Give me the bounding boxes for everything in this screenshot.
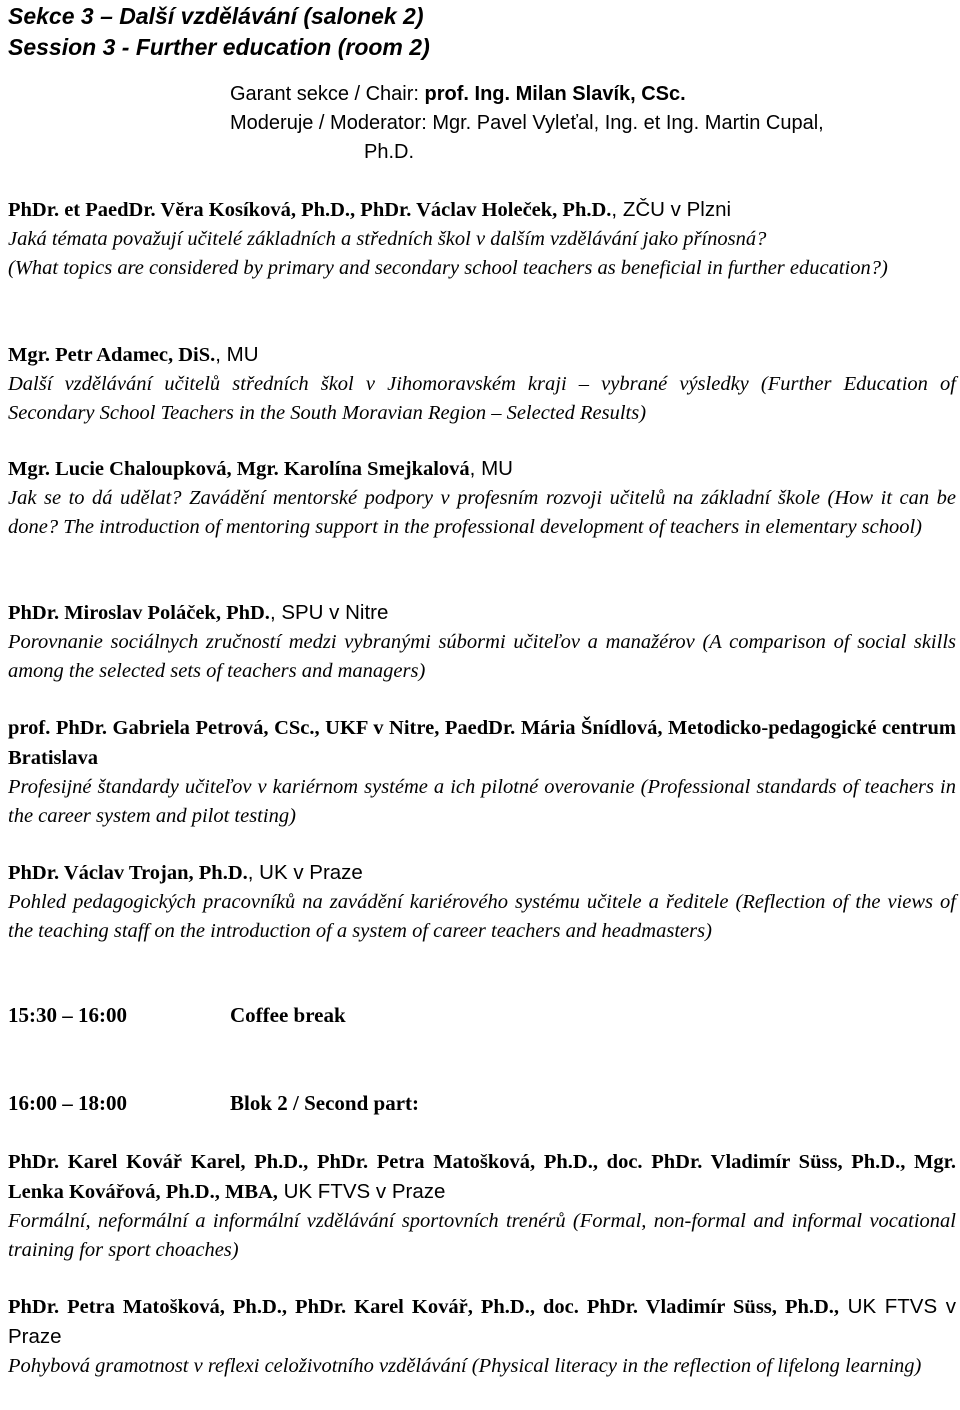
talk-authors-line: [8, 1292, 956, 1352]
talk-authors-line: [8, 858, 956, 888]
talk-title: Další vzdělávání učitelů středních škol v Jihomoravském kraji – vybrané výsledky (Further Education of Secondary School Teachers in the South Moravian Region – Selected Results): [8, 373, 956, 424]
garant-name: prof. Ing. Milan Slavík, CSc.: [424, 83, 686, 105]
talk-title: Profesijné štandardy učiteľov v kariérnom systéme a ich pilotné overovanie (Professional standards of teachers in the career system and pilot testing): [8, 776, 956, 827]
slot-time: 16:00 – 18:00: [8, 1091, 127, 1115]
talk-title: Jak se to dá udělat? Zavádění mentorské podpory v profesním rozvoji učitelů na základní škole (How it can be done? The introduction of mentoring support in the professional development of teachers in elementary school): [8, 487, 956, 538]
schedule-slot-coffee: [8, 1003, 346, 1028]
schedule-slot-block2: [8, 1091, 419, 1116]
talk-title: Porovnanie sociálnych zručností medzi vybranými súbormi učiteľov a manažérov (A comparison of social skills among the selected sets of teachers and managers): [8, 631, 956, 682]
moderator-names: Mgr. Pavel Vyleťal, Ing. et Ing. Martin Cupal,: [432, 112, 824, 134]
chair-block: [230, 80, 960, 167]
section-title-cz: Sekce 3 – Další vzdělávání (salonek 2): [8, 3, 424, 29]
talk-title: Pohled pedagogických pracovníků na zavádění kariérového systému učitele a ředitele (Reflection of the views of the teaching staff on the introduction of a system of career teachers and headmasters): [8, 891, 956, 942]
talk-affiliation: , UK v Praze: [247, 861, 363, 884]
talk-authors-line: [8, 454, 956, 484]
talk-affiliation: UK FTVS v Praze: [277, 1180, 446, 1203]
talk-entry: [8, 195, 956, 283]
moderator-line: [230, 109, 960, 138]
talk-affiliation: , MU: [469, 457, 513, 480]
talk-entry: [8, 598, 956, 686]
talk-entry: [8, 714, 956, 831]
talk-entry: [8, 1292, 956, 1381]
talk-authors-line: [8, 598, 956, 628]
moderator-prefix: Moderuje / Moderator:: [230, 112, 433, 134]
talk-entry: [8, 858, 956, 946]
moderator-line-2: Ph.D.: [364, 141, 415, 163]
talk-authors: PhDr. Václav Trojan, Ph.D.: [8, 862, 248, 884]
talk-entry: [8, 454, 956, 542]
talk-authors: PhDr. et PaedDr. Věra Kosíková, Ph.D., PhDr. Václav Holeček, Ph.D.: [8, 199, 612, 221]
talk-title: Formální, neformální a informální vzdělávání sportovních trenérů (Formal, non-formal and informal vocational training for sport choaches): [8, 1210, 956, 1261]
talk-authors: Mgr. Lucie Chaloupková, Mgr. Karolína Smejkalová: [8, 458, 470, 480]
talk-authors: Mgr. Petr Adamec, DiS.: [8, 344, 216, 366]
slot-label: Blok 2 / Second part:: [230, 1091, 420, 1115]
talk-authors: PhDr. Karel Kovář Karel, Ph.D., PhDr. Petra Matošková, Ph.D., doc. PhDr. Vladimír Süss, Ph.D., Mgr. Lenka Kovářová, Ph.D., MBA,: [8, 1151, 956, 1203]
talk-authors-line: [8, 1148, 956, 1207]
talk-authors: PhDr. Petra Matošková, Ph.D., PhDr. Karel Kovář, Ph.D., doc. PhDr. Vladimír Süss, Ph.D.,: [8, 1296, 840, 1318]
garant-prefix: Garant sekce / Chair:: [230, 83, 425, 105]
section-title-en: Session 3 - Further education (room 2): [8, 34, 430, 60]
talk-affiliation: , MU: [215, 343, 259, 366]
talk-title-cz: Jaká témata považují učitelé základních a středních škol v dalším vzdělávání jako přínosná?: [8, 228, 767, 250]
talk-authors: PhDr. Miroslav Poláček, PhD.: [8, 602, 270, 624]
talk-affiliation: , SPU v Nitre: [269, 601, 389, 624]
talk-authors-line: [8, 714, 956, 773]
talk-title-en: (What topics are considered by primary and secondary school teachers as beneficial in further education?): [8, 257, 888, 279]
talk-authors-line: [8, 195, 956, 225]
talk-affiliation: UK FTVS v Praze: [8, 1295, 956, 1348]
talk-entry: [8, 340, 956, 428]
talk-affiliation: , ZČU v Plzni: [611, 198, 732, 221]
slot-time: 15:30 – 16:00: [8, 1003, 127, 1027]
slot-label: Coffee break: [230, 1003, 346, 1027]
talk-authors: prof. PhDr. Gabriela Petrová, CSc., UKF v Nitre, PaedDr. Mária Šnídlová, Metodicko-pedagogické centrum Bratislava: [8, 717, 956, 769]
garant-line: [230, 80, 960, 109]
talk-title: Pohybová gramotnost v reflexi celoživotního vzdělávání (Physical literacy in the reflection of lifelong learning): [8, 1355, 922, 1377]
talk-authors-line: [8, 340, 956, 370]
talk-entry: [8, 1148, 956, 1265]
